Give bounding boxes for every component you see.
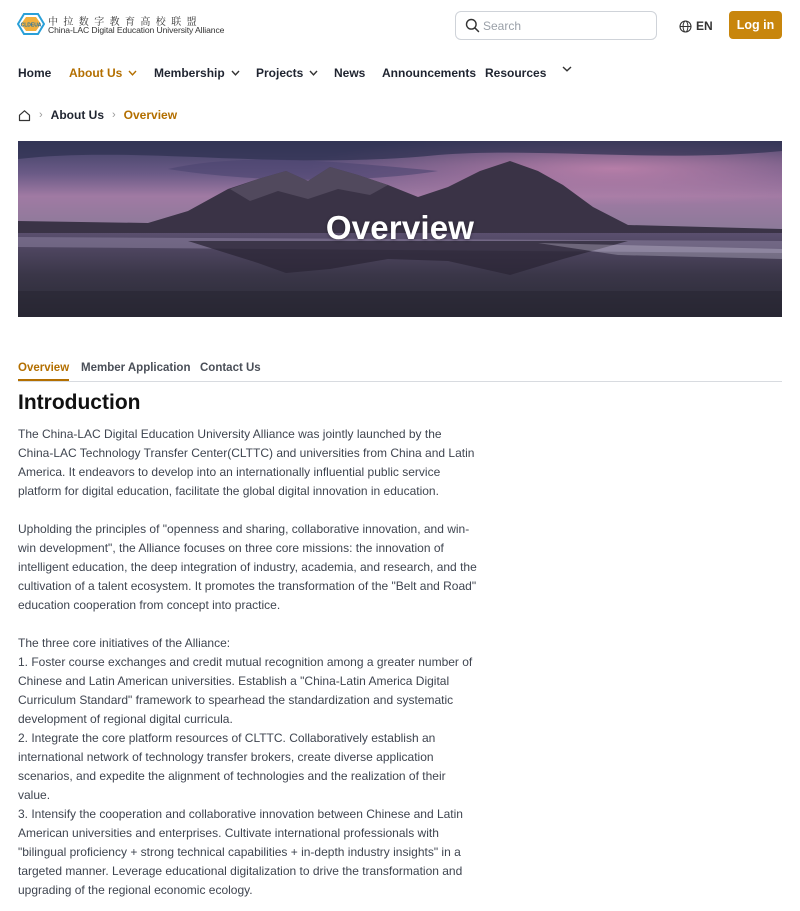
globe-icon [679, 20, 692, 33]
nav-label: News [334, 66, 366, 80]
nav-item-news[interactable] [334, 66, 365, 80]
nav-item-membership[interactable] [154, 66, 240, 80]
tab-member-application[interactable]: Member Application [81, 362, 191, 374]
section-tabs [18, 357, 782, 382]
nav-item-resources[interactable] [485, 66, 546, 80]
breadcrumb [18, 107, 177, 123]
tab-contact-us[interactable]: Contact Us [200, 362, 261, 374]
language-switcher[interactable] [679, 17, 713, 35]
nav-item-about-us[interactable] [69, 66, 137, 80]
search-icon [465, 18, 480, 33]
logo-mark-text: CLDEUA [20, 22, 42, 29]
language-label: EN [696, 19, 713, 33]
nav-item-announcements[interactable] [382, 66, 476, 80]
breadcrumb-item-about-us[interactable]: About Us [50, 108, 104, 122]
logo-name-cn: 中拉数字教育高校联盟 [48, 17, 202, 28]
nav-label: About Us [69, 66, 123, 80]
chevron-down-icon [231, 70, 240, 76]
login-button[interactable]: Log in [729, 11, 782, 39]
search-box[interactable] [455, 11, 657, 40]
nav-label: Resources [485, 66, 547, 80]
site-logo[interactable] [17, 12, 225, 38]
nav-label: Membership [154, 66, 225, 80]
breadcrumb-item-current: Overview [123, 108, 178, 122]
nav-label: Home [18, 66, 52, 80]
article [18, 391, 480, 911]
article-paragraph: Upholding the principles of "openness and sharing, collaborative innovation, and win-win development", the Alliance focuses on three core missions: the innovation of intelligent education, the deep integration of industry, academia, and research, and the cultivation of a talent ecosystem. It promotes the transformation of the "Belt and Road" education cooperation from concept into practice. [18, 522, 477, 612]
nav-label: Projects [256, 66, 304, 80]
tab-overview[interactable]: Overview [18, 362, 69, 381]
home-icon[interactable] [18, 109, 31, 122]
search-input[interactable] [483, 15, 651, 36]
article-paragraph: The China-LAC Digital Education University Alliance was jointly launched by the China-LAC Technology Transfer Center(CLTTC) and universities from China and Latin America. It endeavors to develop into an internationally influential public service platform for digital education, facilitate the global digital innovation in education. [18, 427, 475, 498]
nav-label: Announcements [382, 66, 477, 80]
breadcrumb-separator: › [112, 109, 116, 121]
logo-icon [17, 12, 45, 36]
logo-name-en: China-LAC Digital Education University Alliance [48, 25, 225, 35]
article-paragraph: The three core initiatives of the Alliance: 1. Foster course exchanges and credit mutual recognition among a greater number of Chinese and Latin American universities. Establish a "China-Latin America Digital Curriculum Standard" framework to spearhead the standardization and systematic development of regional digital curricula. 2. Integrate the core platform resources of CLTTC. Collaboratively establish an international network of technology transfer brokers, create diverse application scenarios, and expedite the alignment of technologies and the realization of their value. 3. Intensify the cooperation and collaborative innovation between Chinese and Latin American universities and enterprises. Cultivate international professionals with "bilingual proficiency + strong technical capabilities + in-depth industry insights" in a targeted manner. Leverage educational digitalization to drive the transformation and upgrading of the regional economic ecology. [18, 636, 473, 897]
article-heading: Introduction [18, 391, 141, 414]
nav-more-button[interactable] [562, 66, 572, 72]
nav-item-projects[interactable] [256, 66, 318, 80]
hero-banner [18, 141, 782, 317]
chevron-down-icon [128, 70, 137, 76]
chevron-down-icon [562, 66, 572, 72]
nav-item-home[interactable] [18, 66, 51, 80]
header [0, 0, 800, 52]
chevron-down-icon [309, 70, 318, 76]
banner-title: Overview [325, 209, 475, 246]
breadcrumb-separator: › [39, 109, 43, 121]
